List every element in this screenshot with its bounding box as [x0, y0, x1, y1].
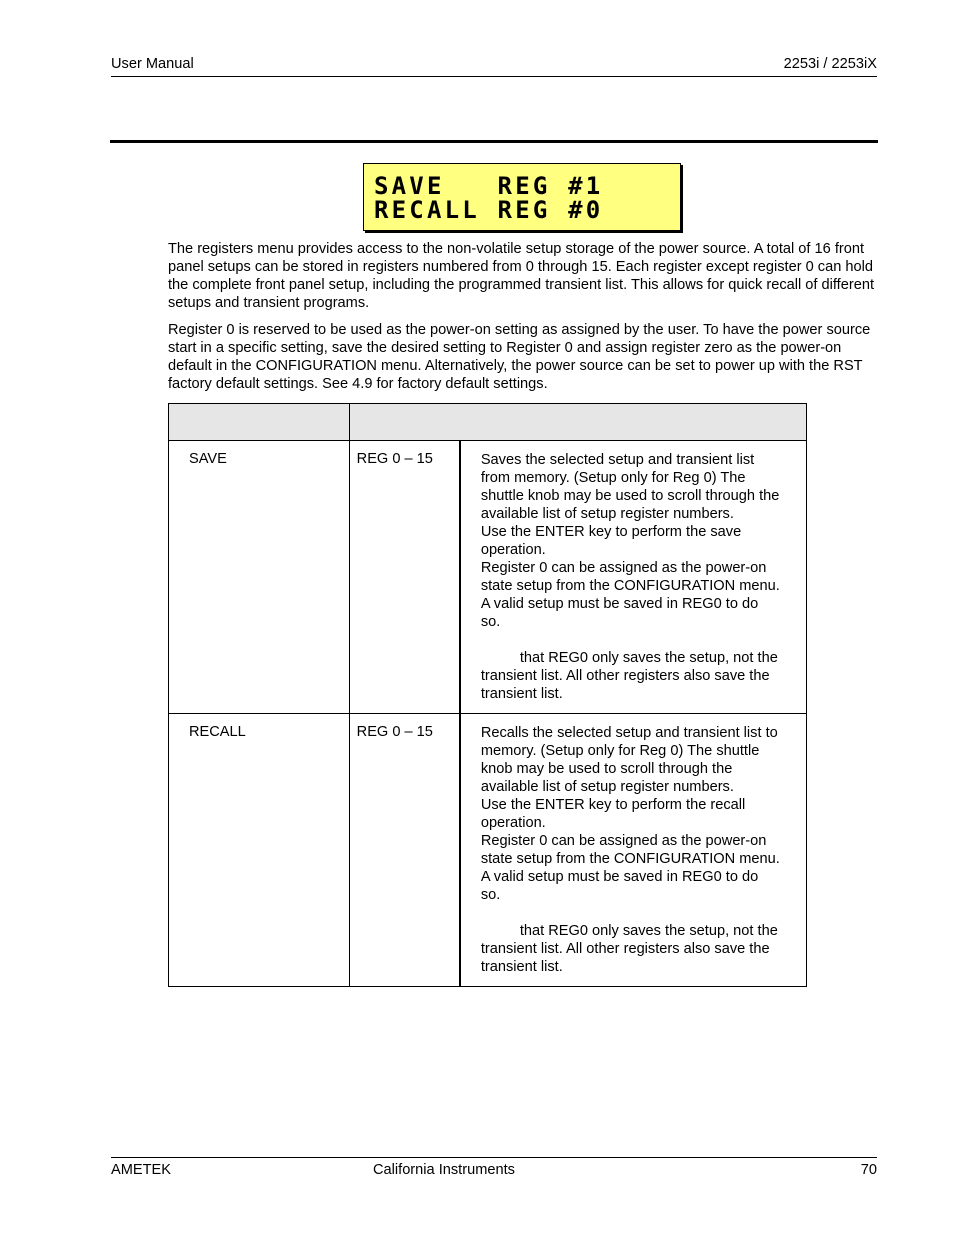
description-line: Use the ENTER key to perform the save [480, 524, 742, 540]
description-cell [460, 714, 807, 987]
description-line: state setup from the CONFIGURATION menu. [480, 851, 780, 867]
page-header [111, 56, 877, 77]
description-line: state setup from the CONFIGURATION menu. [480, 578, 780, 594]
line-gap [481, 631, 802, 649]
line-gap [481, 904, 802, 922]
description-line: Recalls the selected setup and transient list to [480, 725, 778, 741]
note-line [481, 649, 802, 667]
description-line: memory. (Setup only for Reg 0) The shuttle [480, 743, 760, 759]
intro-paragraph: The registers menu provides access to the non-volatile setup storage of the power source. A total of 16 front panel setups can be stored in registers numbered from 0 through 15. Each register except register 0 can hold the complete front panel setup, including the programmed transient list. This allows for quick recall of different setups and transient programs. [168, 241, 875, 311]
note-line: transient list. All other registers also save the [480, 941, 770, 957]
header-left: User Manual [111, 56, 194, 72]
description-line: from memory. (Setup only for Reg 0) The [480, 470, 746, 486]
note-line: transient list. [480, 686, 563, 702]
description-cell [460, 441, 807, 714]
description-line: A valid setup must be saved in REG0 to do [480, 596, 759, 612]
description-line: Register 0 can be assigned as the power-on [480, 833, 767, 849]
table-header-cell [349, 404, 806, 441]
table-header-cell [169, 404, 350, 441]
lcd-display [363, 163, 681, 231]
note-line: transient list. All other registers also save the [480, 668, 770, 684]
description-line: Saves the selected setup and transient list [480, 452, 755, 468]
header-right: 2253i / 2253iX [783, 56, 877, 72]
description-line: Register 0 can be assigned as the power-on [480, 560, 767, 576]
parameter-cell: REG 0 – 15 [349, 714, 460, 987]
description-line: Use the ENTER key to perform the recall [480, 797, 746, 813]
description-line: operation. [480, 542, 546, 558]
registers-table [168, 403, 807, 987]
note-line: transient list. [480, 959, 563, 975]
table-header-row [169, 404, 807, 441]
register-zero-paragraph: Register 0 is reserved to be used as the power-on setting as assigned by the user. To have the power source start in a specific setting, save the desired setting to Register 0 and assign register zero as the power-on default in the CONFIGURATION menu. Alternatively, the power source can be set to power up with the RST factory default settings. See 4.9 for factory default settings. [168, 322, 871, 392]
description-line: knob may be used to scroll through the [480, 761, 733, 777]
description-line: available list of setup register numbers. [480, 779, 734, 795]
description-line: operation. [480, 815, 546, 831]
entry-cell: SAVE [169, 441, 350, 714]
description-line: shuttle knob may be used to scroll through the [480, 488, 780, 504]
entry-cell: RECALL [169, 714, 350, 987]
description-line: so. [480, 614, 501, 630]
table-row [169, 441, 807, 714]
description-line: A valid setup must be saved in REG0 to do [480, 869, 759, 885]
note-text: that REG0 only saves the setup, not the [519, 650, 778, 666]
page-number: 70 [860, 1162, 877, 1178]
table-row [169, 714, 807, 987]
lcd-line-1: SAVE REG #1 [374, 172, 604, 200]
note-text: that REG0 only saves the setup, not the [519, 923, 778, 939]
page-footer [111, 1157, 877, 1182]
note-line [481, 922, 802, 940]
description-line: available list of setup register numbers. [480, 506, 734, 522]
parameter-cell: REG 0 – 15 [349, 441, 460, 714]
section-rule [110, 140, 878, 143]
lcd-line-2: RECALL REG #0 [374, 196, 604, 224]
footer-left: AMETEK [111, 1162, 172, 1178]
footer-center: California Instruments [373, 1162, 515, 1178]
description-line: so. [480, 887, 501, 903]
